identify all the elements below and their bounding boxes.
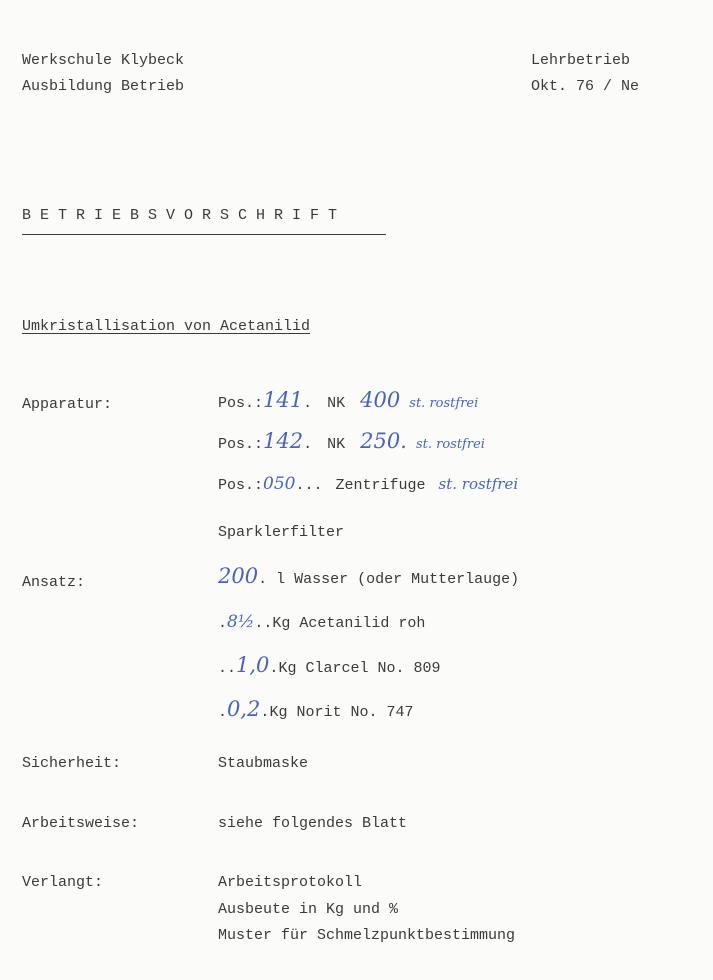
arbeitsweise-value: siehe folgendes Blatt (218, 815, 408, 832)
sicherheit-label: Sicherheit: (22, 755, 122, 772)
header-left-line2: Ausbildung Betrieb (22, 78, 185, 95)
ansatz-item-4: .0,2.Kg Norit No. 747 (218, 697, 414, 721)
vessel-size-handwritten: 400 (360, 388, 401, 412)
pos-number-handwritten: 141 (263, 388, 304, 412)
vessel-type: NK (327, 395, 346, 412)
ingredient-text: Kg Norit No. 747 (269, 704, 414, 721)
document-title: BETRIEBSVORSCHRIFT (22, 207, 347, 224)
header-left-line1: Werkschule Klybeck (22, 52, 185, 69)
ansatz-label: Ansatz: (22, 574, 86, 591)
sicherheit-value: Staubmaske (218, 755, 309, 772)
apparatur-extra: Sparklerfilter (218, 524, 345, 541)
pos-number-handwritten: 050 (263, 474, 296, 494)
verlangt-item-2: Ausbeute in Kg und % (218, 901, 399, 918)
apparatur-row-1: Pos.:141. NK 400 st. rostfrei (218, 388, 479, 412)
ingredient-text: Kg Clarcel No. 809 (278, 660, 441, 677)
quantity-handwritten: 0,2 (227, 697, 261, 721)
header-right-line2: Okt. 76 / Ne (531, 78, 640, 95)
material-handwritten: st. rostfrei (409, 396, 479, 411)
material-handwritten: st. rostfrei (415, 437, 485, 452)
ingredient-text: Kg Acetanilid roh (272, 615, 426, 632)
verlangt-item-3: Muster für Schmelzpunktbestimmung (218, 927, 516, 944)
apparatur-label: Apparatur: (22, 396, 113, 413)
verlangt-item-1: Arbeitsprotokoll (218, 874, 363, 891)
document-subject: Umkristallisation von Acetanilid (22, 318, 311, 335)
ingredient-text: l Wasser (oder Mutterlauge) (276, 571, 520, 588)
pos-prefix: Pos.: (218, 477, 264, 494)
vessel-type: NK (327, 436, 346, 453)
ansatz-item-1: 200. l Wasser (oder Mutterlauge) (218, 564, 520, 588)
material-handwritten: st. rostfrei (438, 475, 519, 493)
title-underline (22, 234, 386, 235)
pos-number-handwritten: 142 (263, 429, 304, 453)
header-right-line1: Lehrbetrieb (531, 52, 631, 69)
quantity-handwritten: 200 (218, 564, 259, 588)
ansatz-item-2: .8½..Kg Acetanilid roh (218, 612, 426, 632)
quantity-handwritten: 1,0 (236, 653, 270, 677)
apparatur-row-3: Pos.:050... Zentrifuge st. rostfrei (218, 474, 519, 494)
verlangt-label: Verlangt: (22, 874, 104, 891)
pos-prefix: Pos.: (218, 436, 264, 453)
ansatz-item-3: ..1,0.Kg Clarcel No. 809 (218, 653, 441, 677)
pos-prefix: Pos.: (218, 395, 264, 412)
vessel-size-handwritten: 250. (360, 429, 407, 453)
arbeitsweise-label: Arbeitsweise: (22, 815, 140, 832)
apparatur-row-2: Pos.:142. NK 250. st. rostfrei (218, 429, 485, 453)
quantity-handwritten: 8½ (227, 612, 255, 632)
equipment-type: Zentrifuge (335, 477, 426, 494)
